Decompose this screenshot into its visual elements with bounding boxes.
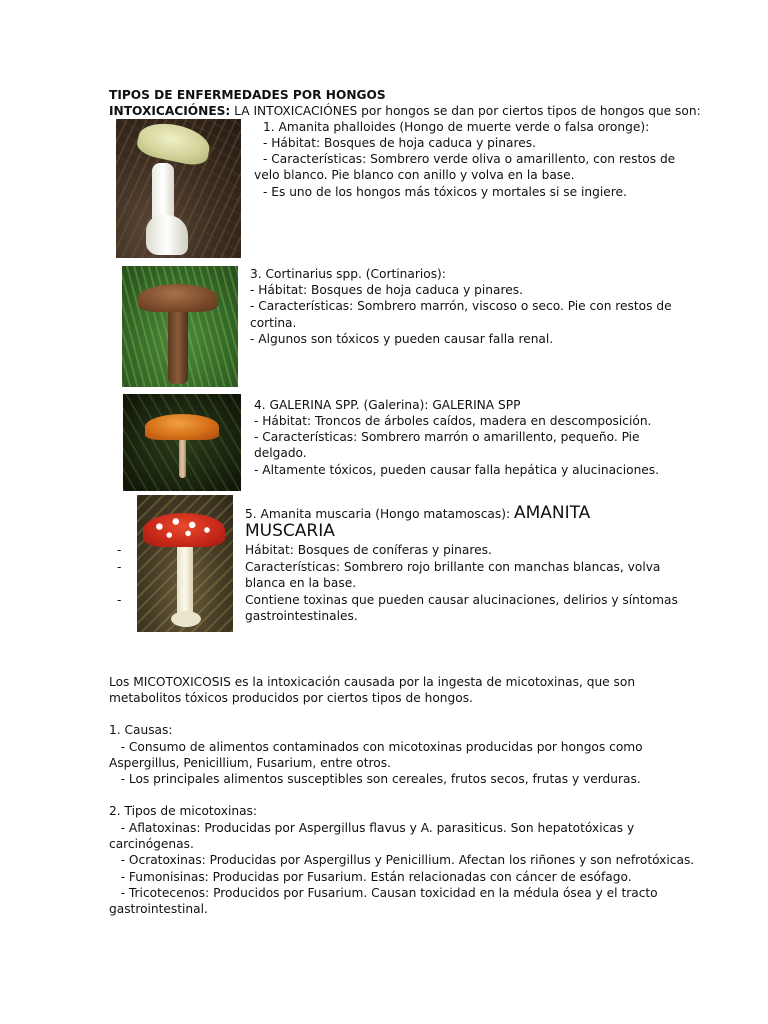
- cause-1: - Consumo de alimentos contaminados con micotoxinas producidas por hongos como: [109, 740, 643, 754]
- type-fumonisinas: - Fumonisinas: Producidas por Fusarium. Están relacionadas con cáncer de esófago.: [109, 870, 632, 884]
- item5-characteristics: Características: Sombrero rojo brillante con manchas blancas, volva: [245, 560, 661, 574]
- type-tricotecenos: - Tricotecenos: Producidos por Fusarium. Causan toxicidad en la médula ósea y el tracto: [109, 886, 658, 900]
- amanita-phalloides-photo: [116, 119, 241, 258]
- myco-intro-cont: metabolitos tóxicos producidos por ciertos tipos de hongos.: [109, 691, 473, 705]
- cause-1-cont: Aspergillus, Penicillium, Fusarium, entre otros.: [109, 756, 391, 770]
- item5-note: Contiene toxinas que pueden causar alucinaciones, delirios y síntomas: [245, 593, 678, 607]
- item5-big-name-2: MUSCARIA: [245, 521, 335, 541]
- item5-bullet-2: -: [117, 560, 122, 574]
- item5-habitat: Hábitat: Bosques de coníferas y pinares.: [245, 543, 492, 557]
- type-ocratoxinas: - Ocratoxinas: Producidas por Aspergillus y Penicillium. Afectan los riñones y son nefrotóxicas.: [109, 853, 695, 867]
- item1-habitat: - Hábitat: Bosques de hoja caduca y pinares.: [263, 136, 536, 150]
- item1-note: - Es uno de los hongos más tóxicos y mortales si se ingiere.: [263, 185, 627, 199]
- item4-title: 4. GALERINA SPP. (Galerina): GALERINA SPP: [254, 398, 521, 412]
- causes-title: 1. Causas:: [109, 723, 173, 737]
- intro-line: [109, 103, 701, 119]
- page-title: TIPOS DE ENFERMEDADES POR HONGOS: [109, 88, 386, 102]
- item1-title: 1. Amanita phalloides (Hongo de muerte verde o falsa oronge):: [263, 120, 650, 134]
- item5-characteristics-cont: blanca en la base.: [245, 576, 357, 590]
- type-tricotecenos-cont: gastrointestinal.: [109, 902, 208, 916]
- galerina-photo: [123, 394, 241, 491]
- item1-characteristics-cont: velo blanco. Pie blanco con anillo y volva en la base.: [254, 168, 575, 182]
- intro-label: INTOXICACIÓNES:: [109, 104, 231, 118]
- cortinarius-photo: [122, 266, 238, 387]
- type-aflatoxinas: - Aflatoxinas: Producidas por Aspergillus flavus y A. parasiticus. Son hepatotóxicas y: [109, 821, 635, 835]
- item5-note-cont: gastrointestinales.: [245, 609, 358, 623]
- item5-bullet-1: -: [117, 543, 122, 557]
- item3-habitat: - Hábitat: Bosques de hoja caduca y pinares.: [250, 283, 523, 297]
- item3-characteristics-cont: cortina.: [250, 316, 297, 330]
- item5-big-name-1: AMANITA: [513, 503, 591, 523]
- myco-intro: Los MICOTOXICOSIS es la intoxicación causada por la ingesta de micotoxinas, que son: [109, 675, 636, 689]
- item5-bullet-3: -: [117, 593, 122, 607]
- item3-title: 3. Cortinarius spp. (Cortinarios):: [250, 267, 446, 281]
- type-aflatoxinas-cont: carcinógenas.: [109, 837, 194, 851]
- item5-title: 5. Amanita muscaria (Hongo matamoscas):: [245, 507, 514, 521]
- item1-characteristics: - Características: Sombrero verde oliva o amarillento, con restos de: [263, 152, 676, 166]
- item4-characteristics: - Características: Sombrero marrón o amarillento, pequeño. Pie: [254, 430, 640, 444]
- types-title: 2. Tipos de micotoxinas:: [109, 804, 258, 818]
- item4-habitat: - Hábitat: Troncos de árboles caídos, madera en descomposición.: [254, 414, 652, 428]
- item4-note: - Altamente tóxicos, pueden causar falla hepática y alucinaciones.: [254, 463, 660, 477]
- item4-characteristics-cont: delgado.: [254, 446, 307, 460]
- item3-characteristics: - Características: Sombrero marrón, viscoso o seco. Pie con restos de: [250, 299, 672, 313]
- amanita-muscaria-photo: [137, 495, 233, 632]
- cause-2: - Los principales alimentos susceptibles son cereales, frutos secos, frutas y verduras.: [109, 772, 641, 786]
- intro-text: LA INTOXICACIÓNES por hongos se dan por ciertos tipos de hongos que son:: [230, 104, 701, 118]
- item3-note: - Algunos son tóxicos y pueden causar falla renal.: [250, 332, 554, 346]
